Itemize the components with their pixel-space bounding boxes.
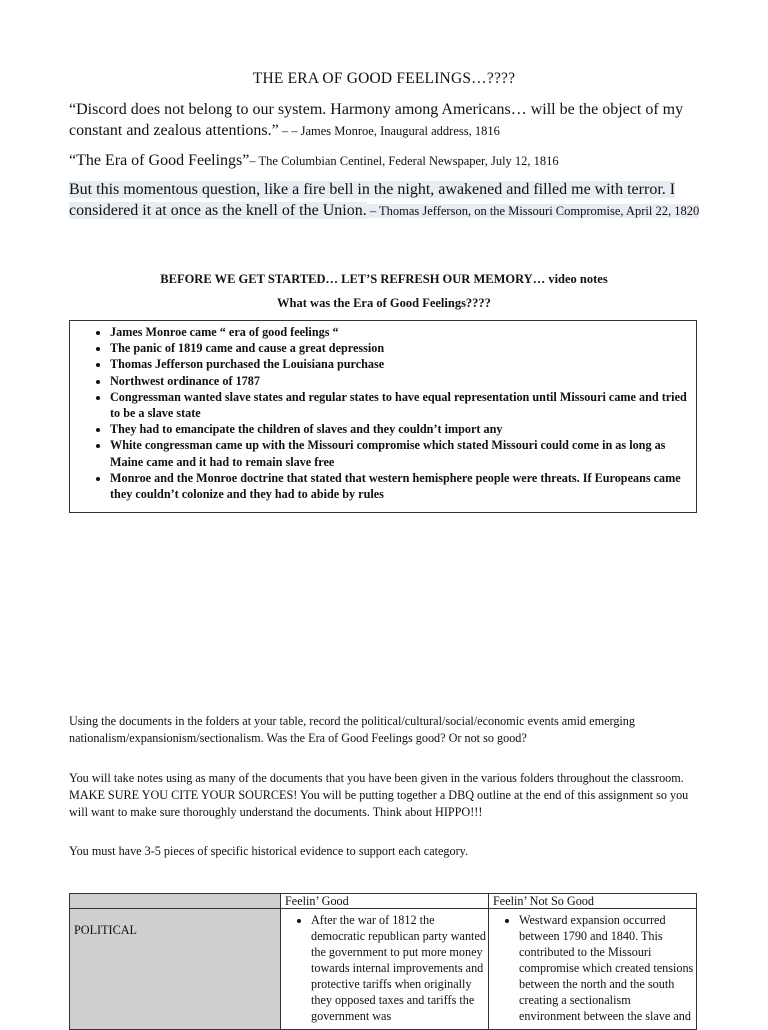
list-item: • Thomas Jefferson purchased the Louisiana purchase <box>110 356 688 372</box>
monroe-quote-text: “Discord does not belong to our system. Harmony among Americans… will be the object of my constant and zealous attentions.” <box>69 101 684 139</box>
centinel-quote <box>69 150 709 172</box>
list-item: • Westward expansion occurred between 1790 and 1840. This contributed to the Missouri compromise which created tensions between the north and the south creating a sectionalism environment between the slave and <box>519 912 694 1024</box>
evidence-requirement-paragraph: You must have 3-5 pieces of specific historical evidence to support each category. <box>69 844 469 858</box>
table-header-row <box>70 894 697 909</box>
instructions-paragraph: Using the documents in the folders at your table, record the political/cultural/social/economic events amid emerging nationalism/expansionism/sectionalism. Was the Era of Good Feelings good? Or not so good? <box>69 714 635 745</box>
list-item: • White congressman came up with the Missouri compromise which stated Missouri could come in as long as Maine came and it had to remain slave free <box>110 437 688 469</box>
list-item: • James Monroe came “ era of good feelings “ <box>110 324 688 340</box>
list-item: • Northwest ordinance of 1787 <box>110 373 688 389</box>
refresh-memory-heading: BEFORE WE GET STARTED… LET’S REFRESH OUR MEMORY… video notes <box>160 272 608 286</box>
political-not-so-good-cell[interactable] <box>489 909 697 1030</box>
jefferson-quote <box>69 179 709 222</box>
table-header-blank <box>70 894 281 909</box>
video-notes-box <box>69 320 697 513</box>
list-item: • They had to emancipate the children of slaves and they couldn’t import any <box>110 421 688 437</box>
row-label-political: POLITICAL <box>70 909 281 1030</box>
page-title: THE ERA OF GOOD FEELINGS…???? <box>252 70 516 87</box>
question-heading: What was the Era of Good Feelings???? <box>277 296 491 310</box>
jefferson-quote-citation: – Thomas Jefferson, on the Missouri Compromise, April 22, 1820 <box>366 204 700 218</box>
notes-instructions-paragraph: You will take notes using as many of the documents that you have been given in the various folders throughout the classroom. MAKE SURE YOU CITE YOUR SOURCES! You will be putting together a DBQ outline at the end of this assignment so you will want to make sure thoroughly understand the documents. Think about HIPPO!!! <box>69 771 689 819</box>
centinel-quote-citation: – The Columbian Centinel, Federal Newspaper, July 12, 1816 <box>249 154 559 168</box>
centinel-quote-text: “The Era of Good Feelings” <box>69 152 250 169</box>
monroe-quote <box>69 99 709 142</box>
table-header-feelin-not-so-good: Feelin’ Not So Good <box>489 894 697 909</box>
list-item: • After the war of 1812 the democratic republican party wanted the government to put more money towards internal improvements and protective tariffs when originally they opposed taxes and tariffs the government was <box>311 912 486 1024</box>
jefferson-quote-text: But this momentous question, like a fire bell in the night, awakened and filled me with terror. I considered it at once as the knell of the Union. <box>69 181 676 219</box>
evidence-table <box>69 893 697 1030</box>
video-notes-list <box>70 321 696 502</box>
table-row <box>70 909 697 1030</box>
list-item: • Congressman wanted slave states and regular states to have equal representation until Missouri came and tried to be a slave state <box>110 389 688 421</box>
table-header-feelin-good: Feelin’ Good <box>281 894 489 909</box>
political-good-cell[interactable] <box>281 909 489 1030</box>
list-item: • The panic of 1819 came and cause a great depression <box>110 340 688 356</box>
list-item: • Monroe and the Monroe doctrine that stated that western hemisphere people were threats. If Europeans came they couldn’t colonize and they had to abide by rules <box>110 470 688 502</box>
monroe-quote-citation: – – James Monroe, Inaugural address, 1816 <box>278 124 500 138</box>
